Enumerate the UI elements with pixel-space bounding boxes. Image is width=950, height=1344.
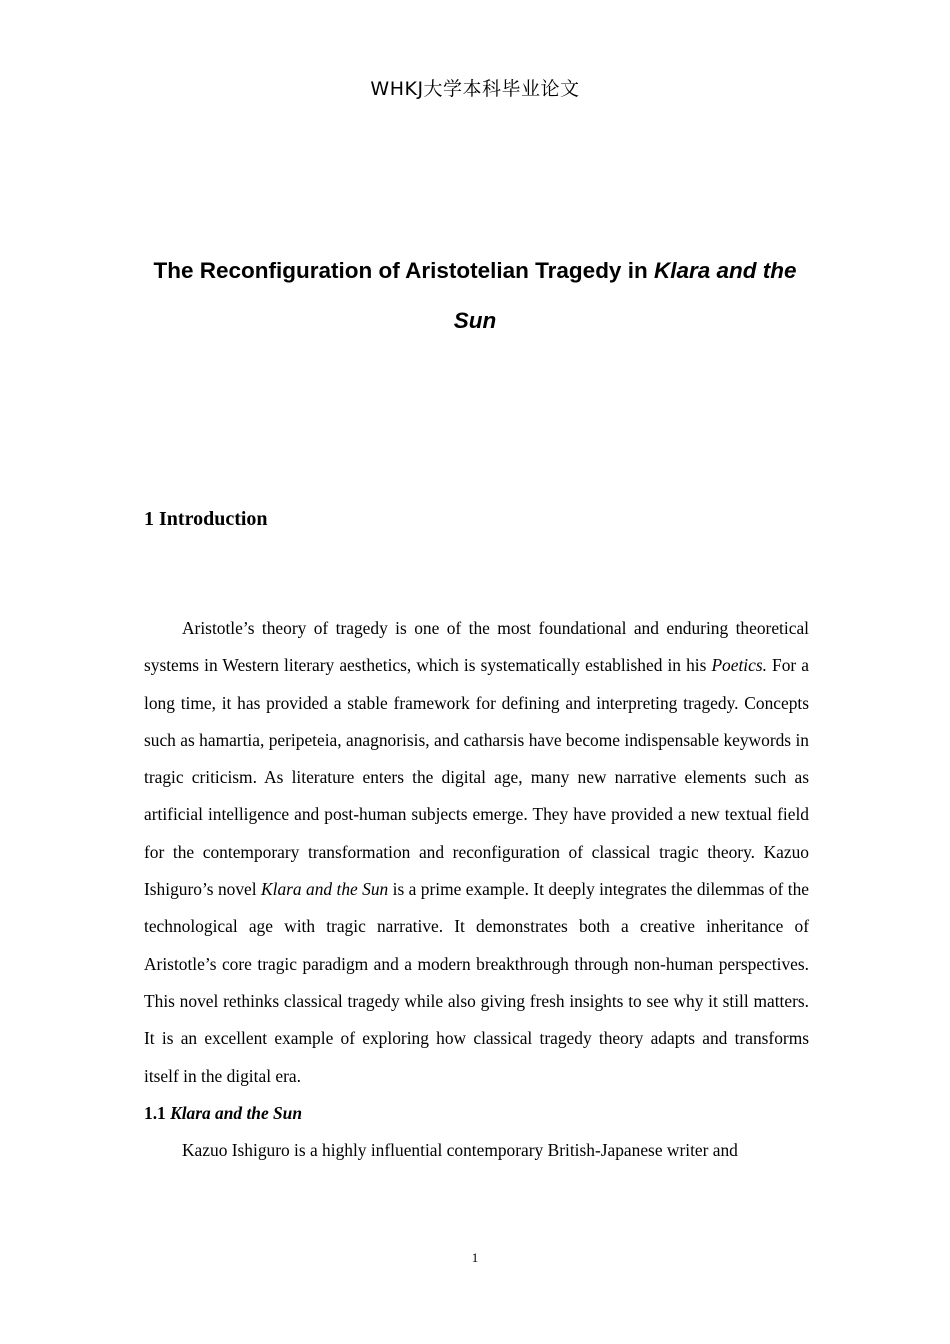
italic-work-title: Klara and the Sun [261, 879, 389, 900]
title-italic-text: Klara and the Sun [453, 258, 797, 333]
title-main-text: The Reconfiguration of Aristotelian Tragedy in [153, 258, 654, 283]
section-heading-introduction: 1 Introduction [144, 508, 268, 530]
paragraph-text: For a long time, it has provided a stable framework for defining and interpreting tragedy. Concepts such as hamartia, peripeteia, anagnorisis, and catharsis have become indispensable keywords in tragic criticism. As literature enters the digital age, many new narrative elements such as artificial intelligence and post-human subjects emerge. They have provided a new textual field for the contemporary transformation and reconfiguration of classical tragic theory. Kazuo Ishiguro’s novel [144, 655, 809, 900]
subsection-heading-1-1 [144, 1095, 809, 1132]
page-number: 1 [471, 1250, 479, 1265]
paragraph-ishiguro: Kazuo Ishiguro is a highly influential contemporary British-Japanese writer and [182, 1140, 738, 1161]
paragraph-text: is a prime example. It deeply integrates the dilemmas of the technological age with tragic narrative. It demonstrates both a creative inheritance of Aristotle’s core tragic paradigm and a modern breakthrough through non-human perspectives. This novel rethinks classical tragedy while also giving fresh insights to see why it still matters. It is an excellent example of exploring how classical tragedy theory adapts and transforms itself in the digital era. [144, 879, 809, 1086]
subsection-number: 1.1 [144, 1102, 171, 1123]
italic-work-title: Poetics. [711, 655, 767, 676]
paper-title [140, 246, 810, 346]
subsection-title: Klara and the Sun [170, 1102, 303, 1123]
running-header: WHKJ大学本科毕业论文 [370, 78, 580, 100]
paragraph-intro [144, 610, 809, 1095]
body-text [144, 610, 809, 1169]
paragraph-text: Aristotle’s theory of tragedy is one of the most foundational and enduring theoretical systems in Western literary aesthetics, which is systematically established in his [144, 618, 809, 676]
